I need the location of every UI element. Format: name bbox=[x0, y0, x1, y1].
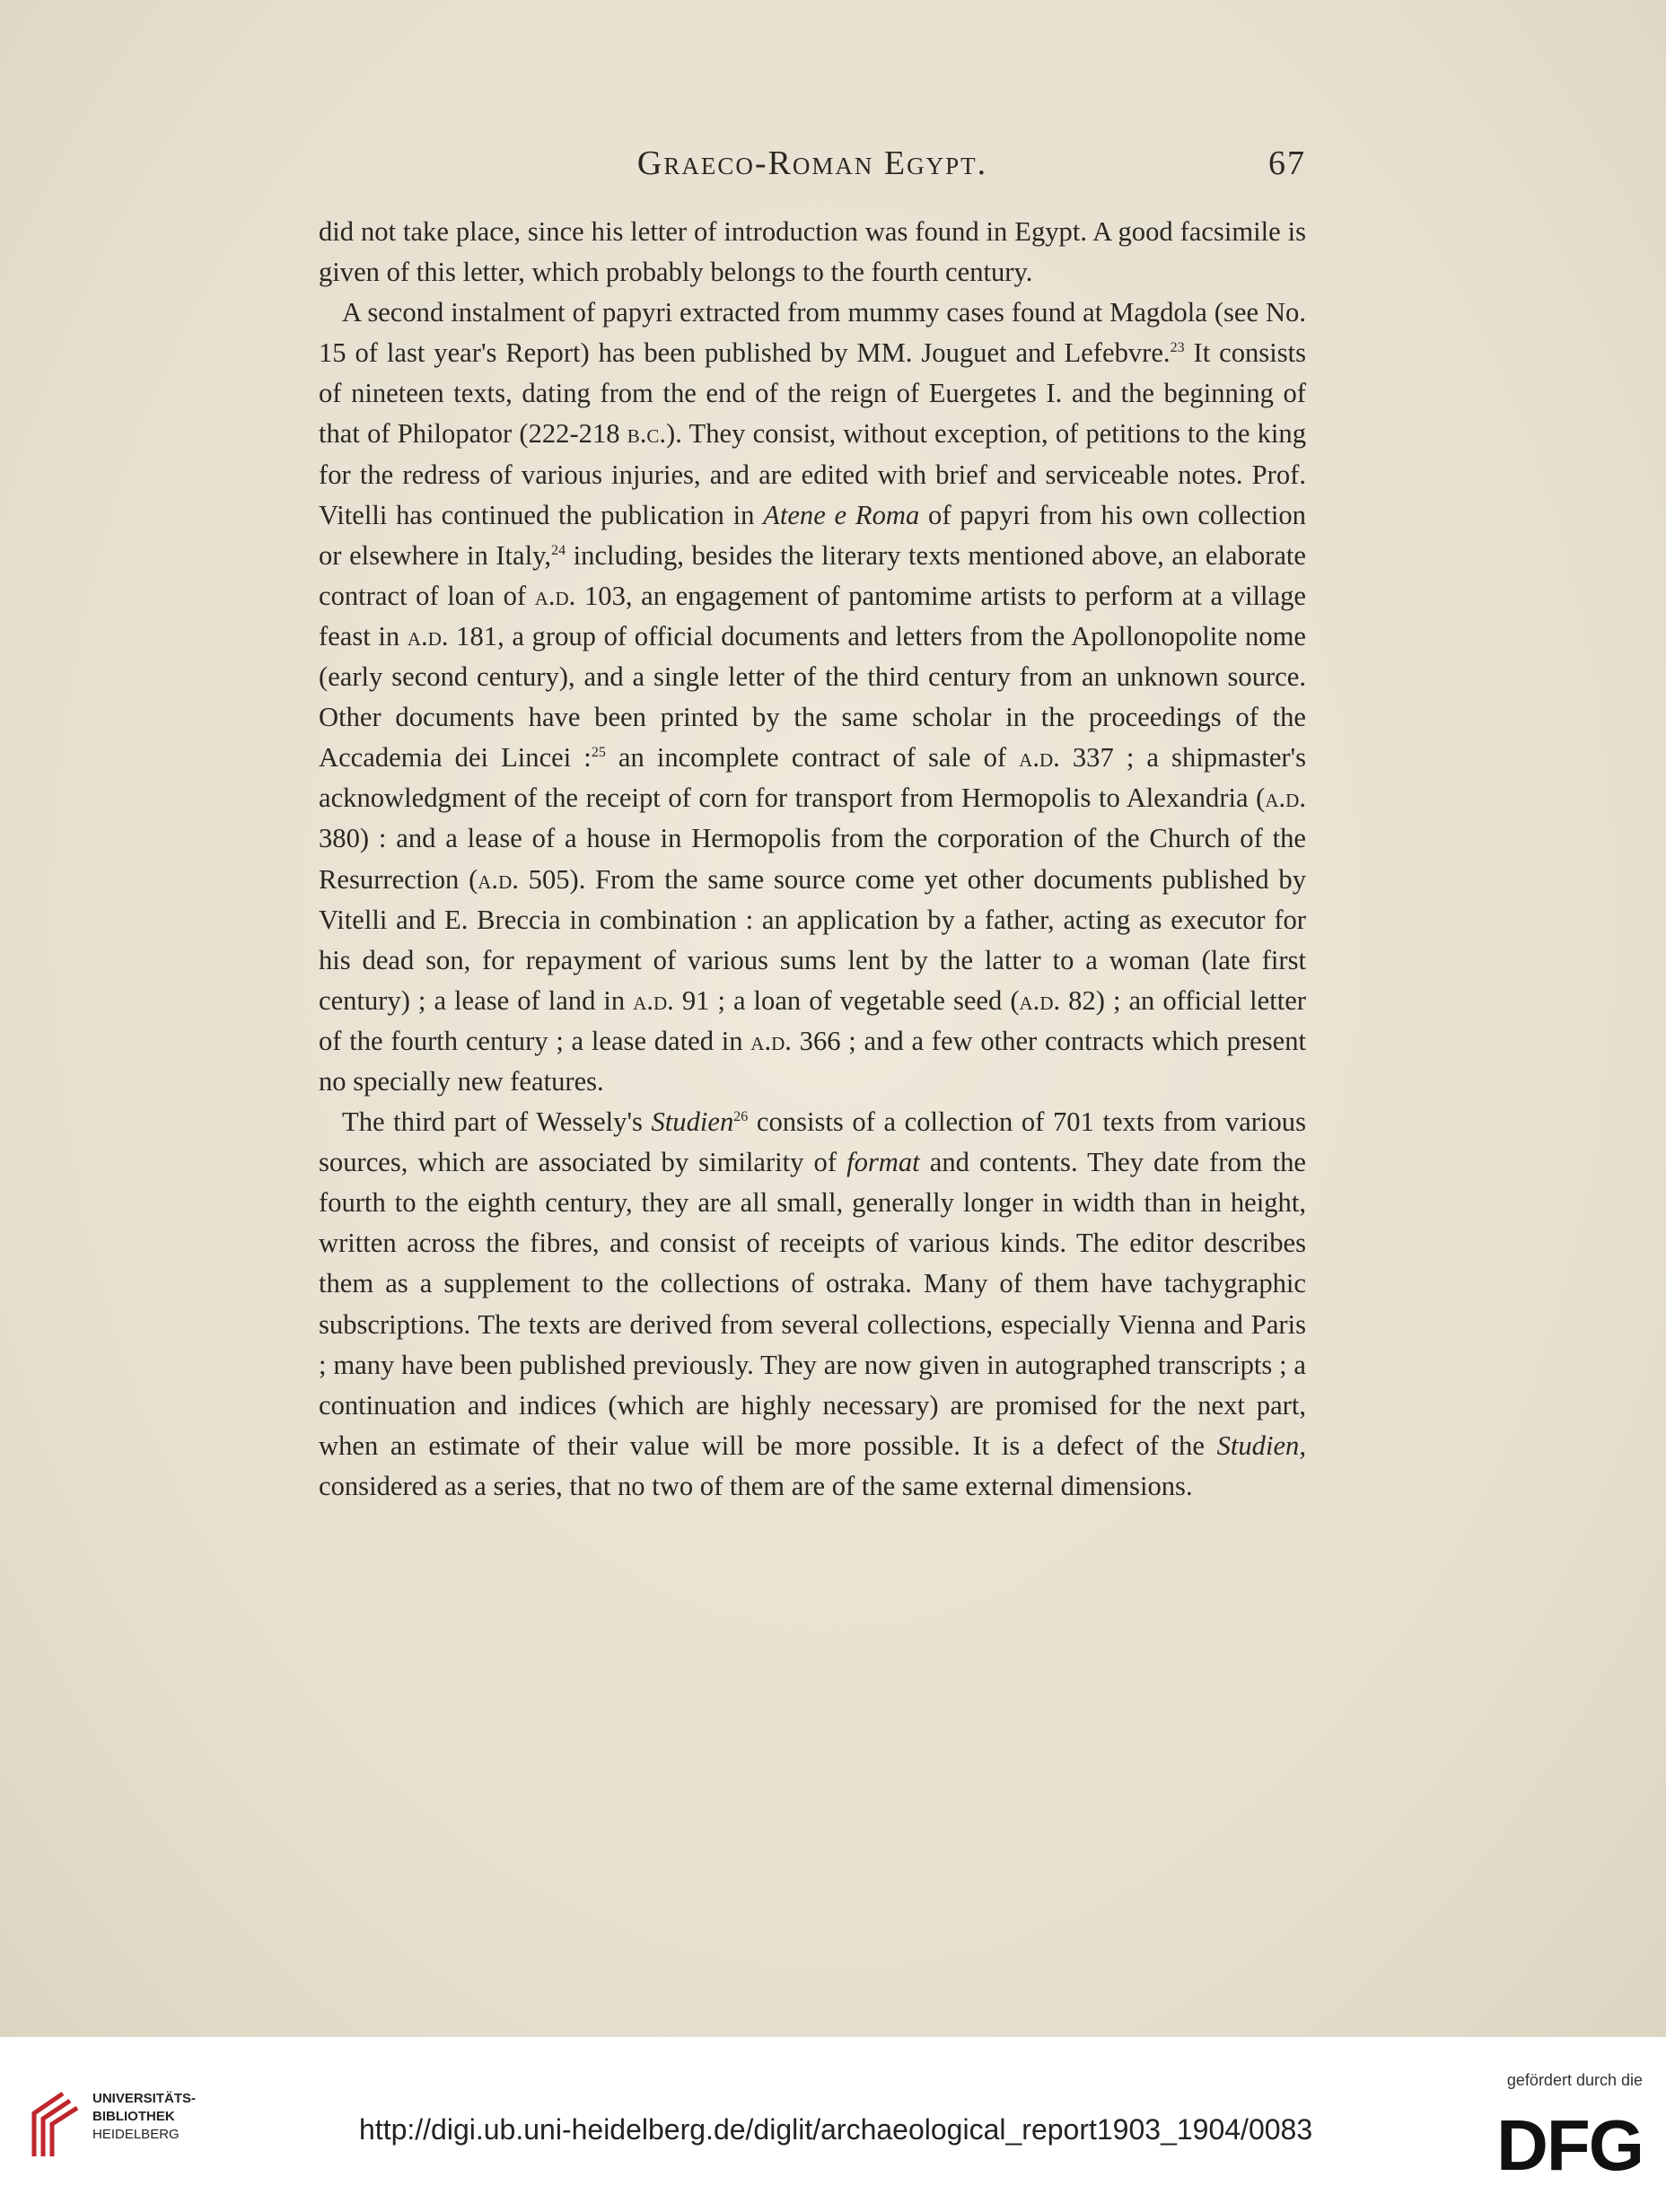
funding-note: gefördert durch die bbox=[1506, 2071, 1643, 2089]
funder-block bbox=[1472, 2064, 1652, 2199]
footnote-ref-23: 23 bbox=[1170, 340, 1185, 356]
running-title: Graeco-Roman Egypt. bbox=[636, 144, 988, 182]
footnote-ref-26: 26 bbox=[733, 1108, 749, 1124]
paragraph-3: The third part of Wessely's Studien$^{26}$ consists of a collection of 701 texts from various sources, which are associated by similarity of format and contents. They date from the fourth to the eighth century, they are all small, generally longer in width than in height, written across the fibres, and consist of receipts of various kinds. The editor describes them as a supplement to the collections of ostraka. Many of them have tachygraphic subscriptions. The texts are derived from several collections, especially Vienna and Paris ; many have been published previously. They are now given in autographed transcripts ; a continuation and indices (which are highly necessary) are promised for the next part, when an estimate of their value will be more possible. It is a defect of the Studien, considered as a series, that no two of them are of the same external dimensions. bbox=[319, 1106, 1306, 1501]
page-number: 67 bbox=[1268, 144, 1306, 182]
footnote-ref-25: 25 bbox=[591, 745, 606, 761]
title-atene-e-roma: Atene e Roma bbox=[763, 499, 920, 530]
footnote-ref-24: 24 bbox=[551, 542, 566, 558]
paragraph-1: did not take place, since his letter of introduction was found in Egypt. A good facsimile is given of this letter, which probably belongs to the fourth century. bbox=[319, 216, 1306, 288]
paragraph-2: A second instalment of papyri extracted from mummy cases found at Magdola (see No. 15 of last year's Report) has been published by MM. Jouguet and Lefebvre.$^{23}$ It consists of nineteen texts, dating from the end of the reign of Euergetes I. and the beginning of that of Philopator (222-218 b.c.). They consist, without exception, of petitions to the king for the redress of various injuries, and are edited with brief and serviceable notes. Prof. Vitelli has continued the publication in Atene e Roma of papyri from his own collection or elsewhere in Italy,$^{24}$ including, besides the literary texts mentioned above, an elaborate contract of loan of a.d. 103, an engagement of pantomime artists to perform at a village feast in a.d. 181, a group of official documents and letters from the Apollonopolite nome (early second century), and a single letter of the third century from an unknown source. Other documents have been printed by the same scholar in the proceedings of the Accademia dei Lincei :$^{25}$ an incomplete contract of sale of a.d. 337 ; a shipmaster's acknowledgment of the receipt of corn for transport from Hermopolis to Alexandria (a.d. 380) : and a lease of a house in Hermopolis from the corporation of the Church of the Resurrection (a.d. 505). From the same source come yet other documents published by Vitelli and E. Breccia in combination : an application by a father, acting as executor for his dead son, for repayment of various sums lent by the latter to a woman (late first century) ; a lease of land in a.d. 91 ; a loan of vegetable seed (a.d. 82) ; an official letter of the fourth century ; a lease dated in a.d. 366 ; and a few other contracts which present no specially new features. bbox=[319, 297, 1307, 1097]
permalink-url[interactable]: http://digi.ub.uni-heidelberg.de/diglit/archaeological_report1903_1904/0083 bbox=[359, 2113, 1313, 2146]
library-emblem-icon bbox=[27, 2086, 83, 2158]
library-name: UNIVERSITÄTS- BIBLIOTHEK HEIDELBERG bbox=[92, 2091, 197, 2142]
page-header bbox=[319, 135, 1306, 188]
body-text bbox=[319, 212, 1306, 1507]
digitization-footer bbox=[0, 2037, 1666, 2212]
title-studien: Studien bbox=[651, 1106, 734, 1138]
dfg-logo-icon[interactable]: DFG bbox=[1496, 2105, 1643, 2185]
university-library-logo[interactable] bbox=[27, 2086, 197, 2158]
